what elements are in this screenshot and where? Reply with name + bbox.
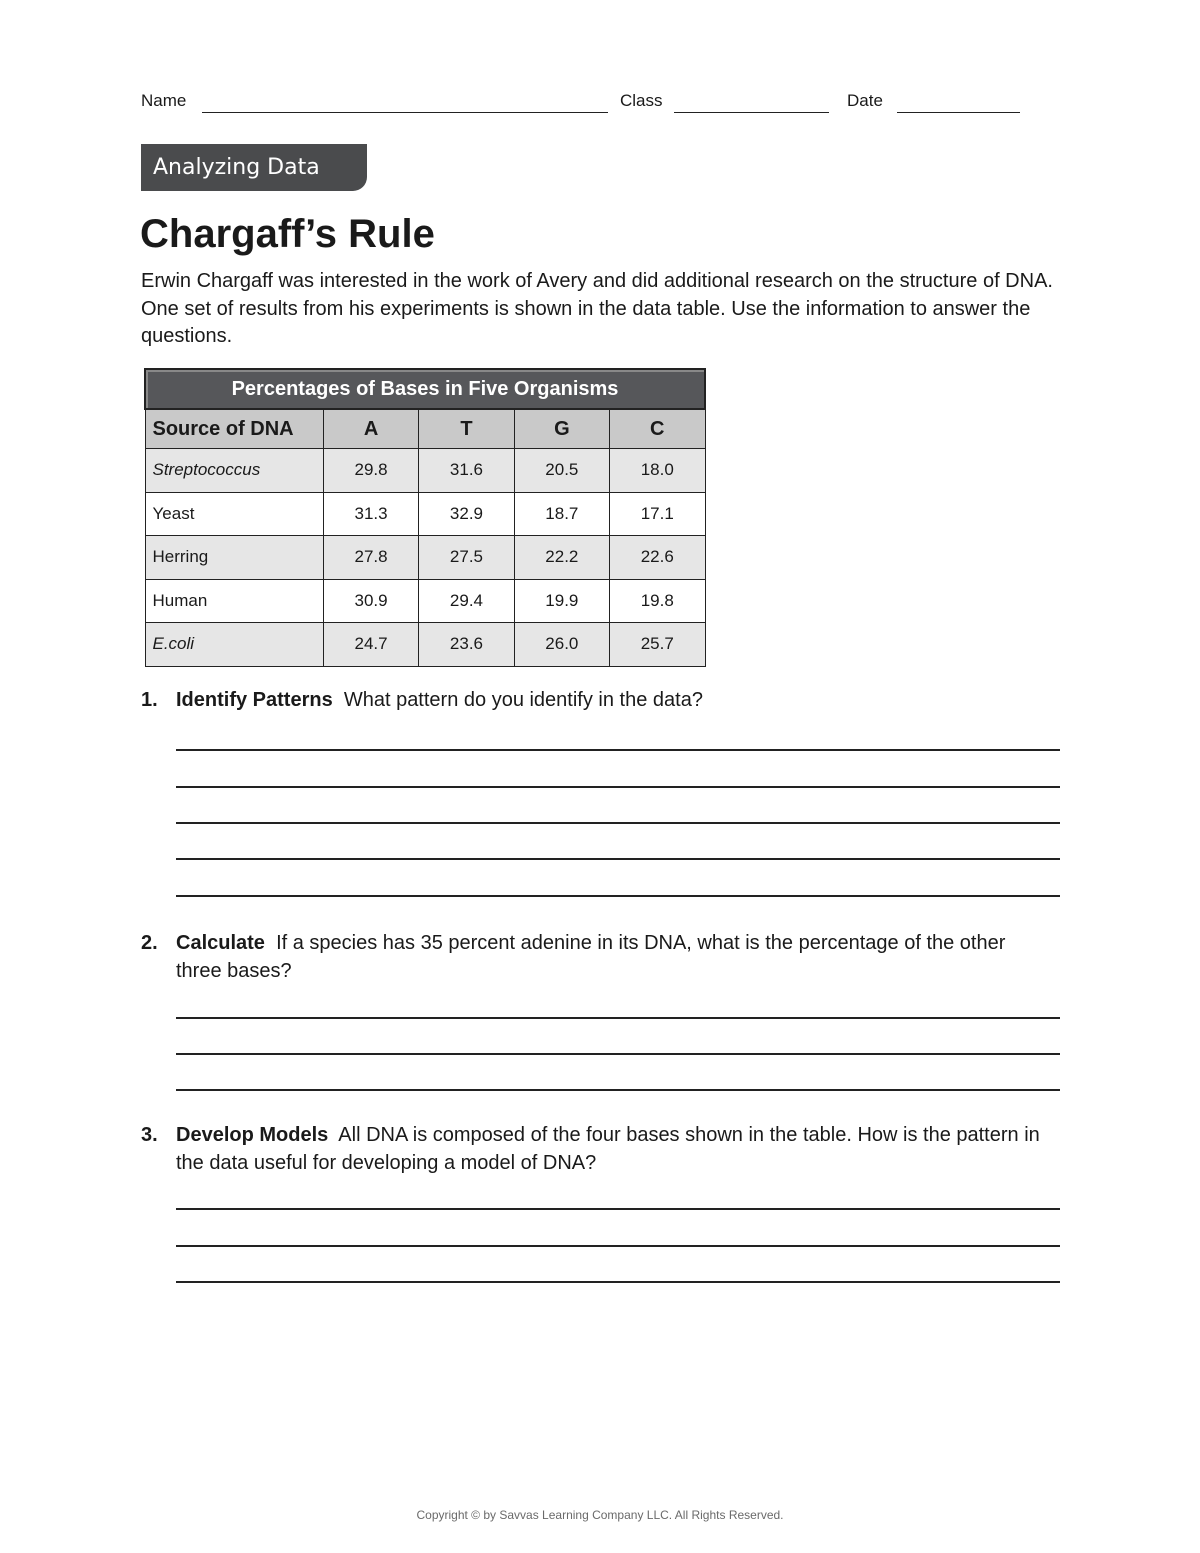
date-field[interactable] [897, 112, 1020, 113]
value-cell: 22.6 [610, 536, 705, 580]
value-cell: 18.0 [610, 449, 705, 493]
copyright-footer: Copyright © by Savvas Learning Company LLC. All Rights Reserved. [416, 1508, 784, 1522]
value-cell: 29.4 [419, 579, 514, 623]
question-number: 2. [141, 932, 158, 954]
value-cell: 23.6 [419, 623, 514, 667]
source-cell: Human [145, 579, 323, 623]
date-label: Date [847, 91, 883, 110]
table-header-row [145, 409, 705, 449]
question-skill: Develop Models [176, 1124, 329, 1146]
student-info-row [141, 88, 1021, 118]
column-header: T [419, 409, 514, 449]
name-label: Name [141, 91, 187, 110]
question-skill: Identify Patterns [176, 689, 333, 711]
question-text: If a species has 35 percent adenine in its DNA, what is the percentage of the other three bases? [176, 932, 1006, 982]
answer-line[interactable] [176, 749, 1060, 751]
table-row [145, 449, 705, 493]
value-cell: 19.8 [610, 579, 705, 623]
question-number: 3. [141, 1124, 158, 1146]
column-header: Source of DNA [145, 409, 323, 449]
answer-line[interactable] [176, 1017, 1060, 1019]
question-text: All DNA is composed of the four bases shown in the table. How is the pattern in the data useful for developing a model of DNA? [176, 1124, 1040, 1174]
value-cell: 24.7 [323, 623, 418, 667]
column-header: G [514, 409, 609, 449]
bases-data-table [144, 368, 706, 667]
source-cell: Streptococcus [145, 449, 323, 493]
value-cell: 27.8 [323, 536, 418, 580]
value-cell: 29.8 [323, 449, 418, 493]
section-banner: Analyzing Data [141, 144, 367, 191]
source-cell: E.coli [145, 623, 323, 667]
intro-paragraph: Erwin Chargaff was interested in the work of Avery and did additional research on the structure of DNA. One set of results from his experiments is shown in the data table. Use the information to answer the questions. [141, 270, 1053, 347]
value-cell: 31.6 [419, 449, 514, 493]
value-cell: 30.9 [323, 579, 418, 623]
page-title: Chargaff’s Rule [140, 212, 435, 256]
answer-line[interactable] [176, 1281, 1060, 1283]
column-header: A [323, 409, 418, 449]
value-cell: 17.1 [610, 492, 705, 536]
question-number: 1. [141, 689, 158, 711]
source-cell: Yeast [145, 492, 323, 536]
table-caption: Percentages of Bases in Five Organisms [145, 369, 705, 409]
table-row [145, 579, 705, 623]
source-cell: Herring [145, 536, 323, 580]
answer-line[interactable] [176, 822, 1060, 824]
table-row [145, 623, 705, 667]
answer-line[interactable] [176, 1053, 1060, 1055]
value-cell: 26.0 [514, 623, 609, 667]
question-skill: Calculate [176, 932, 265, 954]
question-text: What pattern do you identify in the data? [343, 689, 703, 711]
value-cell: 27.5 [419, 536, 514, 580]
answer-line[interactable] [176, 1208, 1060, 1210]
answer-line[interactable] [176, 895, 1060, 897]
column-header: C [610, 409, 705, 449]
value-cell: 20.5 [514, 449, 609, 493]
answer-line[interactable] [176, 858, 1060, 860]
value-cell: 31.3 [323, 492, 418, 536]
value-cell: 19.9 [514, 579, 609, 623]
table-row [145, 536, 705, 580]
answer-line[interactable] [176, 1245, 1060, 1247]
value-cell: 25.7 [610, 623, 705, 667]
value-cell: 22.2 [514, 536, 609, 580]
answer-line[interactable] [176, 786, 1060, 788]
name-field[interactable] [202, 112, 608, 113]
class-label: Class [620, 91, 663, 110]
table-row [145, 492, 705, 536]
class-field[interactable] [674, 112, 829, 113]
answer-line[interactable] [176, 1089, 1060, 1091]
value-cell: 32.9 [419, 492, 514, 536]
value-cell: 18.7 [514, 492, 609, 536]
